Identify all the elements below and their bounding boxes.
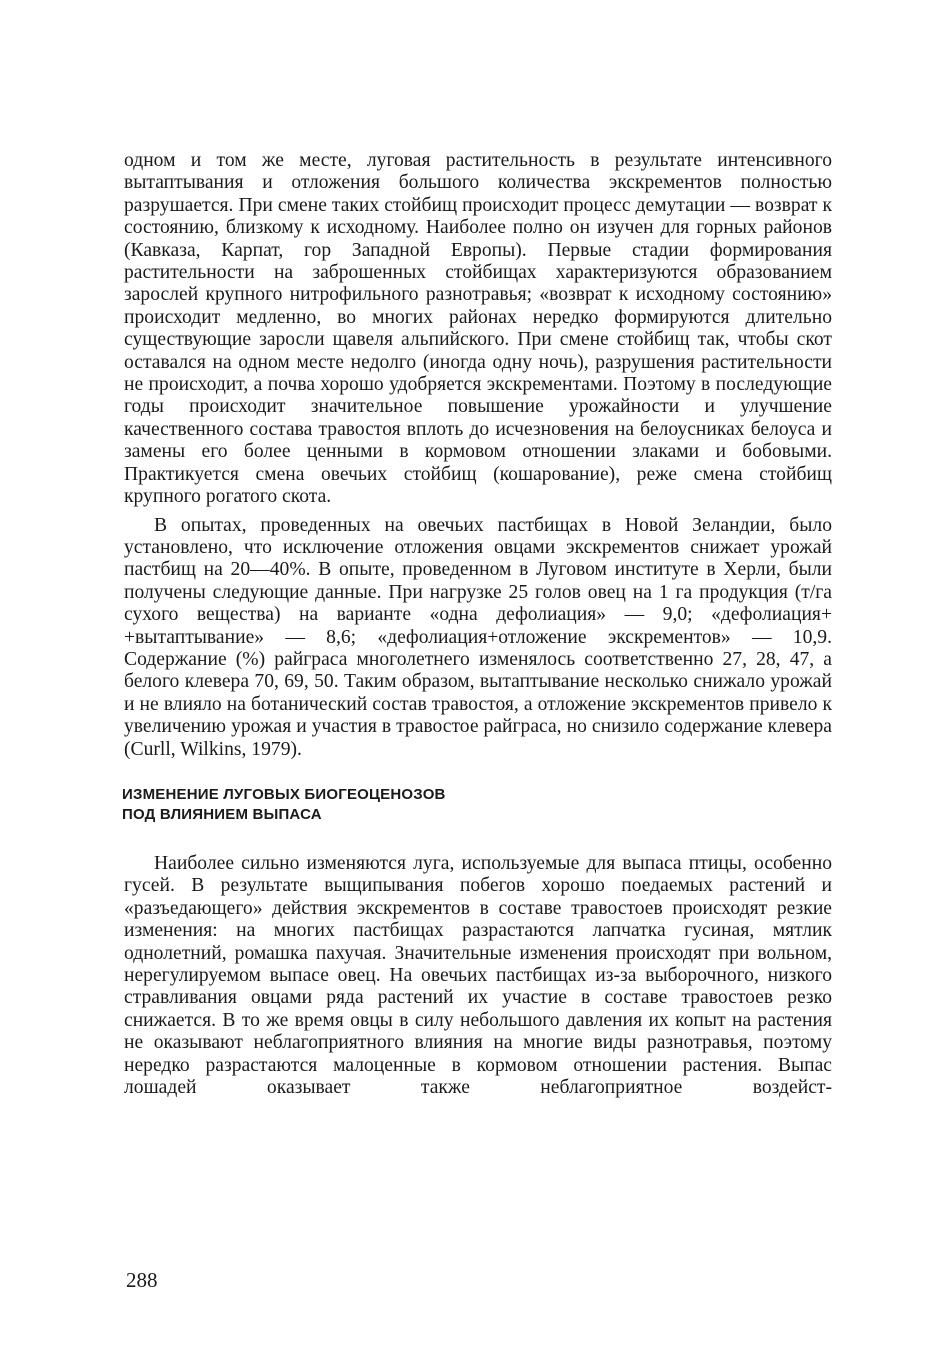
section-heading bbox=[122, 785, 832, 825]
body-paragraph-1: одном и том же месте, луговая растительность в результате интенсивного вытаптывания и отложения большого количества экскрементов полностью разрушается. При смене таких стойбищ происходит процесс демутации — возврат к состоянию, близкому к исходному. Наиболее полно он изучен для горных районов (Кавказа, Карпат, гор Западной Европы). Первые стадии формирования растительности на заброшенных стойбищах характеризуются образованием зарослей крупного нитрофильного разнотравья; «возврат к исходному состоянию» происходит медленно, во многих районах нередко формируются длительно существующие заросли щавеля альпийского. При смене стойбищ так, чтобы скот оставался на одном месте недолго (иногда одну ночь), разрушения растительности не происходит, а почва хорошо удобряется экскрементами. Поэтому в последующие годы происходит значительное повышение урожайности и улучшение качественного состава травостоя вплоть до исчезновения на белоусниках белоуса и замены его более ценными в кормовом отношении злаками и бобовыми. Практикуется смена овечьих стойбищ (кошарование), реже смена стойбищ крупного рогатого скота. bbox=[124, 150, 832, 508]
section-heading-line-1: ИЗМЕНЕНИЕ ЛУГОВЫХ БИОГЕОЦЕНОЗОВ bbox=[122, 785, 446, 803]
page-body bbox=[124, 150, 832, 1099]
section-heading-line-2: ПОД ВЛИЯНИЕМ ВЫПАСА bbox=[122, 805, 322, 823]
body-paragraph-2: В опытах, проведенных на овечьих пастбищах в Новой Зеландии, было установлено, что исключение отложения овцами экскрементов снижает урожай пастбищ на 20—40%. В опыте, проведенном в Луговом институте в Херли, были получены следующие данные. При нагрузке 25 голов овец на 1 га продукция (т/га сухого вещества) на варианте «одна дефолиация» — 9,0; «дефолиация+ +вытаптывание» — 8,6; «дефолиация+отложение экскрементов» — 10,9. Содержание (%) райграса многолетнего изменялось соответственно 27, 28, 47, а белого клевера 70, 69, 50. Таким образом, вытаптывание несколько снижало урожай и не влияло на ботанический состав травостоя, а отложение экскрементов привело к увеличению урожая и участия в травостое райграса, но снизило содержание клевера (Curll, Wilkins, 1979). bbox=[124, 514, 832, 760]
body-paragraph-3: Наиболее сильно изменяются луга, используемые для выпаса птицы, особенно гусей. В результате выщипывания побегов хорошо поедаемых растений и «разъедающего» действия экскрементов в составе травостоев происходят резкие изменения: на многих пастбищах разрастаются лапчатка гусиная, мятлик однолетний, ромашка пахучая. Значительные изменения происходят при вольном, нерегулируемом выпасе овец. На овечьих пастбищах из-за выборочного, низкого стравливания овцами ряда растений их участие в составе травостоев резко снижается. В то же время овцы в силу небольшого давления их копыт на растения не оказывают неблагоприятного влияния на многие виды разнотравья, поэтому нередко разрастаются малоценные в кормовом отношении растения. Выпас лошадей оказывает также неблагоприятное воздейст- bbox=[124, 852, 832, 1099]
page-number: 288 bbox=[126, 1268, 158, 1292]
